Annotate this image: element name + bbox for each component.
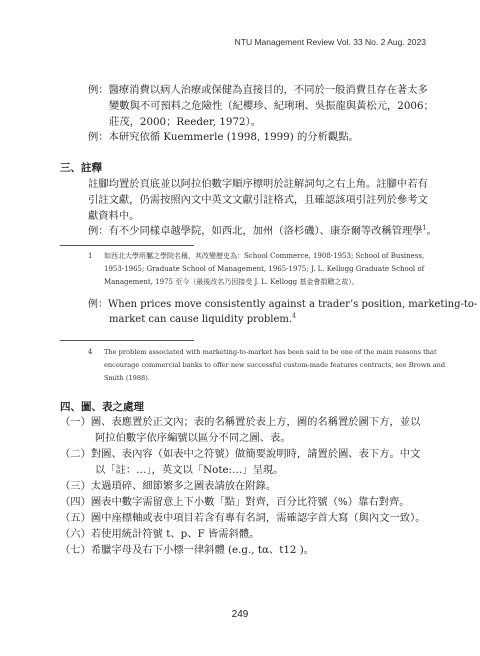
footnote-rule [60,245,194,246]
footnote-4-line-1: The problem associated with marketing-to-market has been said to be one of the main reasons that [104,348,437,356]
figure-rule-1-line-2: 阿拉伯數字依序編號以區分不同之圖、表。 [95,432,291,444]
example-medical-line-3: 莊茂，2000；Reeder, 1972）。 [109,116,262,128]
section-title-figures-tables: 四、圖、表之處理 [60,401,144,413]
figure-rule-5: （五）圖中座標軸或表中項目若含有專有名詞，需確認字首大寫（與內文一致）。 [60,512,426,524]
example-medical-line-2: 變數與不可預料之危險性（紀櫻珍、紀琍琍、吳振龍與黃松元，2006； [109,100,434,112]
notes-paragraph-line-2: 引註文獻，仍需按照內文中英文文獻引註格式，且確認該項引註列於參考文 [88,194,428,206]
figure-rule-3: （三）太過瑣碎、細節繁多之圖表請放在附錄。 [60,480,277,492]
figure-rule-2-line-1: （二）對圖、表內容（如表中之符號）做簡要說明時，請置於圖、表下方。中文 [60,448,421,460]
footnote-4-number: 4 [88,348,93,356]
footnote-1-line-1: 如西北大學所屬之學院名稱，其改變歷史為：School Commerce, 1908-1953; School of Business, [104,252,425,260]
notes-example-line [88,225,437,238]
notes-example-text: 例：有不少同樣卓越學院，如西北，加州（洛杉磯）、康奈爾等改稱管理學 [88,225,423,237]
figure-rule-4: （四）圖表中數字需留意上下小數「點」對齊，百分比符號（%）靠右對齊。 [60,496,410,508]
footnote-rule-2 [60,340,194,341]
notes-paragraph-line-1: 註腳均置於頁底並以阿拉伯數字順序標明於註解詞句之右上角。註腳中若有 [88,178,428,190]
figure-rule-2-line-2: 以「註：…」，英文以「Note:…」呈現。 [95,464,284,476]
notes-paragraph-line-3: 獻資料中。 [88,210,140,222]
footnote-1-line-3: Management, 1975 至今（最後改名乃因接受 J. L. Kellogg 基金會捐贈之故）。 [104,278,359,286]
figure-rule-1-line-1: （一）圖、表應置於正文內；表的名稱置於表上方，圖的名稱置於圖下方，並以 [60,416,421,428]
figure-rule-6: （六）若使用統計符號 t、p、F 皆需斜體。 [60,528,260,540]
page-number: 249 [231,609,249,620]
example-medical-line-1: 例：醫療消費以病人治療或保健為直接目的，不同於一般消費且存在著太多 [88,84,428,96]
journal-name: NTU Management Review [234,37,335,47]
example-kuemmerle: 例：本研究依循 Kuemmerle (1998, 1999) 的分析觀點。 [88,131,359,143]
example-english-line-1: 例：When prices move consistently against a trader’s position, marketing-to- [88,299,478,310]
section-title-notes: 三、註釋 [60,162,102,174]
footnote-1-line-2: 1953-1965; Graduate School of Management, 1965-1975; J. L. Kellogg Graduate School of [104,265,425,273]
example-english-line-2 [109,313,296,326]
footnote-ref-4: 4 [292,312,296,320]
notes-example-end: 。 [426,225,437,237]
footnote-4-line-3: Smith (1988). [104,374,150,382]
running-header [235,37,426,47]
issue-info: Vol. 33 No. 2 Aug. 2023 [336,37,426,47]
footnote-ref-1: 1 [422,224,427,232]
example-english-text: market can cause liquidity problem. [109,314,293,325]
footnote-1-number: 1 [88,252,93,260]
figure-rule-7: （七）希臘字母及右下小標一律斜體 (e.g., tα、t12 )。 [60,544,315,556]
footnote-4-line-2: encourage commercial banks to offer new successful custom-made features contracts, see Brown and [104,361,446,369]
